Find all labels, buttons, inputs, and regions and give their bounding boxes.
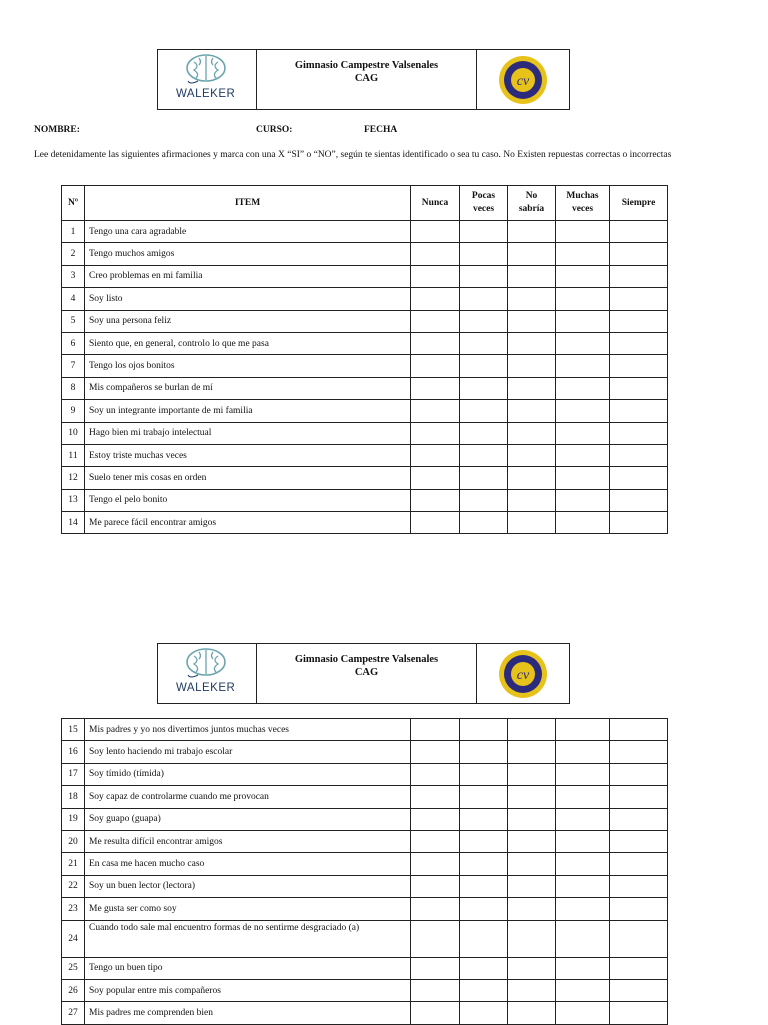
row-number: 9: [62, 400, 85, 422]
answer-cell-siempre[interactable]: [610, 920, 668, 957]
answer-cell-muchas-veces[interactable]: [556, 444, 610, 466]
col-no-sabria: No sabría: [508, 186, 556, 221]
school-abbr: CAG: [354, 667, 379, 678]
answer-cell-nunca[interactable]: [411, 221, 460, 243]
answer-cell-nunca[interactable]: [411, 444, 460, 466]
school-header: [157, 49, 570, 110]
answer-cell-nunca[interactable]: [411, 808, 460, 830]
answer-cell-siempre[interactable]: [610, 898, 668, 920]
answer-cell-no-sabria[interactable]: [508, 422, 556, 444]
answer-cell-pocas-veces[interactable]: [460, 377, 508, 399]
answer-cell-siempre[interactable]: [610, 830, 668, 852]
answer-cell-no-sabria[interactable]: [508, 489, 556, 511]
table-row: [62, 265, 668, 287]
answer-cell-no-sabria[interactable]: [508, 719, 556, 741]
row-item-text: Mis padres y yo nos divertimos juntos muchas veces: [85, 719, 411, 741]
school-abbr: CAG: [354, 73, 379, 84]
answer-cell-nunca[interactable]: [411, 400, 460, 422]
row-number: 7: [62, 355, 85, 377]
answer-cell-muchas-veces[interactable]: [556, 898, 610, 920]
answer-cell-pocas-veces[interactable]: [460, 808, 508, 830]
answer-cell-pocas-veces[interactable]: [460, 243, 508, 265]
answer-cell-nunca[interactable]: [411, 332, 460, 354]
answer-cell-pocas-veces[interactable]: [460, 853, 508, 875]
row-number: 1: [62, 221, 85, 243]
answer-cell-no-sabria[interactable]: [508, 400, 556, 422]
table-row: [62, 786, 668, 808]
row-item-text: Tengo el pelo bonito: [85, 489, 411, 511]
row-item-text: Mis compañeros se burlan de mí: [85, 377, 411, 399]
row-number: 19: [62, 808, 85, 830]
answer-cell-nunca[interactable]: [411, 467, 460, 489]
row-number: 18: [62, 786, 85, 808]
table-row: [62, 512, 668, 534]
row-number: 24: [62, 920, 85, 957]
table-row: [62, 875, 668, 897]
answer-cell-pocas-veces[interactable]: [460, 489, 508, 511]
answer-cell-pocas-veces[interactable]: [460, 288, 508, 310]
answer-cell-muchas-veces[interactable]: [556, 830, 610, 852]
brand-name: WALEKER: [176, 682, 236, 694]
row-item-text: Soy lento haciendo mi trabajo escolar: [85, 741, 411, 763]
answer-cell-pocas-veces[interactable]: [460, 979, 508, 1001]
answer-cell-pocas-veces[interactable]: [460, 898, 508, 920]
seal-letters: cv: [516, 73, 530, 89]
answer-cell-no-sabria[interactable]: [508, 786, 556, 808]
table-row: [62, 763, 668, 785]
row-item-text: Siento que, en general, controlo lo que me pasa: [85, 332, 411, 354]
answer-cell-pocas-veces[interactable]: [460, 741, 508, 763]
answer-cell-muchas-veces[interactable]: [556, 1002, 610, 1024]
answer-cell-muchas-veces[interactable]: [556, 920, 610, 957]
row-number: 16: [62, 741, 85, 763]
answer-cell-muchas-veces[interactable]: [556, 719, 610, 741]
row-item-text: Suelo tener mis cosas en orden: [85, 467, 411, 489]
row-item-text: Me gusta ser como soy: [85, 898, 411, 920]
row-item-text: Tengo una cara agradable: [85, 221, 411, 243]
answer-cell-siempre[interactable]: [610, 288, 668, 310]
answer-cell-nunca[interactable]: [411, 512, 460, 534]
col-item: ITEM: [85, 186, 411, 221]
answer-cell-siempre[interactable]: [610, 467, 668, 489]
answer-cell-siempre[interactable]: [610, 400, 668, 422]
answer-cell-pocas-veces[interactable]: [460, 400, 508, 422]
row-number: 5: [62, 310, 85, 332]
answer-cell-nunca[interactable]: [411, 786, 460, 808]
answer-cell-no-sabria[interactable]: [508, 830, 556, 852]
waleker-logo: [158, 644, 257, 703]
answer-cell-muchas-veces[interactable]: [556, 808, 610, 830]
row-item-text: Tengo un buen tipo: [85, 957, 411, 979]
row-item-text: Soy un buen lector (lectora): [85, 875, 411, 897]
table-row: [62, 719, 668, 741]
answer-cell-siempre[interactable]: [610, 355, 668, 377]
answer-cell-siempre[interactable]: [610, 719, 668, 741]
answer-cell-pocas-veces[interactable]: [460, 763, 508, 785]
answer-cell-siempre[interactable]: [610, 377, 668, 399]
school-header-2: [157, 643, 570, 704]
brain-icon: [184, 53, 228, 87]
seal-icon: [498, 649, 548, 699]
col-pocas-veces: Pocas veces: [460, 186, 508, 221]
answer-cell-nunca[interactable]: [411, 898, 460, 920]
row-number: 2: [62, 243, 85, 265]
table-row: [62, 979, 668, 1001]
answer-cell-nunca[interactable]: [411, 288, 460, 310]
seal-letters: cv: [516, 667, 530, 683]
row-number: 13: [62, 489, 85, 511]
answer-cell-no-sabria[interactable]: [508, 853, 556, 875]
table-row: [62, 310, 668, 332]
answer-cell-siempre[interactable]: [610, 853, 668, 875]
answer-cell-siempre[interactable]: [610, 243, 668, 265]
answer-cell-no-sabria[interactable]: [508, 355, 556, 377]
answer-cell-no-sabria[interactable]: [508, 221, 556, 243]
row-number: 20: [62, 830, 85, 852]
survey-table-2: [61, 718, 668, 1025]
answer-cell-nunca[interactable]: [411, 875, 460, 897]
row-item-text: En casa me hacen mucho caso: [85, 853, 411, 875]
row-number: 22: [62, 875, 85, 897]
col-nunca: Nunca: [411, 186, 460, 221]
answer-cell-muchas-veces[interactable]: [556, 957, 610, 979]
answer-cell-muchas-veces[interactable]: [556, 422, 610, 444]
instructions: Lee detenidamente las siguientes afirmaciones y marca con una X “SI” o “NO”, según te sientas identificado o sea tu caso. No Existen repuestas correctas o incorrectas: [34, 150, 672, 160]
table-row: [62, 422, 668, 444]
answer-cell-muchas-veces[interactable]: [556, 979, 610, 1001]
row-number: 8: [62, 377, 85, 399]
answer-cell-nunca[interactable]: [411, 763, 460, 785]
school-name: Gimnasio Campestre Valsenales: [294, 654, 439, 665]
answer-cell-siempre[interactable]: [610, 875, 668, 897]
answer-cell-siempre[interactable]: [610, 808, 668, 830]
row-number: 6: [62, 332, 85, 354]
answer-cell-muchas-veces[interactable]: [556, 221, 610, 243]
fecha-label: FECHA: [364, 125, 398, 135]
table-header-row: [62, 186, 668, 221]
table-row: [62, 741, 668, 763]
table-row: [62, 221, 668, 243]
answer-cell-siempre[interactable]: [610, 979, 668, 1001]
table-row: [62, 830, 668, 852]
answer-cell-pocas-veces[interactable]: [460, 719, 508, 741]
answer-cell-pocas-veces[interactable]: [460, 1002, 508, 1024]
answer-cell-nunca[interactable]: [411, 719, 460, 741]
answer-cell-pocas-veces[interactable]: [460, 310, 508, 332]
table-row: [62, 898, 668, 920]
answer-cell-no-sabria[interactable]: [508, 512, 556, 534]
answer-cell-muchas-veces[interactable]: [556, 853, 610, 875]
row-number: 26: [62, 979, 85, 1001]
answer-cell-muchas-veces[interactable]: [556, 741, 610, 763]
answer-cell-muchas-veces[interactable]: [556, 288, 610, 310]
answer-cell-nunca[interactable]: [411, 489, 460, 511]
answer-cell-muchas-veces[interactable]: [556, 400, 610, 422]
table-row: [62, 355, 668, 377]
table-row: [62, 332, 668, 354]
answer-cell-siempre[interactable]: [610, 422, 668, 444]
answer-cell-nunca[interactable]: [411, 1002, 460, 1024]
school-title: [257, 644, 477, 703]
answer-cell-muchas-veces[interactable]: [556, 265, 610, 287]
answer-cell-siempre[interactable]: [610, 310, 668, 332]
row-item-text: Soy guapo (guapa): [85, 808, 411, 830]
row-number: 4: [62, 288, 85, 310]
answer-cell-muchas-veces[interactable]: [556, 377, 610, 399]
row-item-text: Me parece fácil encontrar amigos: [85, 512, 411, 534]
answer-cell-pocas-veces[interactable]: [460, 444, 508, 466]
answer-cell-no-sabria[interactable]: [508, 243, 556, 265]
nombre-label: NOMBRE:: [34, 125, 80, 135]
answer-cell-no-sabria[interactable]: [508, 957, 556, 979]
answer-cell-nunca[interactable]: [411, 310, 460, 332]
answer-cell-nunca[interactable]: [411, 920, 460, 957]
answer-cell-nunca[interactable]: [411, 355, 460, 377]
table-row: [62, 288, 668, 310]
school-title: [257, 50, 477, 109]
col-num: Nº: [62, 186, 85, 221]
answer-cell-no-sabria[interactable]: [508, 1002, 556, 1024]
row-item-text: Soy una persona feliz: [85, 310, 411, 332]
curso-label: CURSO:: [256, 125, 293, 135]
row-item-text: Soy tímido (tímida): [85, 763, 411, 785]
answer-cell-no-sabria[interactable]: [508, 377, 556, 399]
answer-cell-no-sabria[interactable]: [508, 310, 556, 332]
answer-cell-siempre[interactable]: [610, 512, 668, 534]
answer-cell-pocas-veces[interactable]: [460, 355, 508, 377]
answer-cell-no-sabria[interactable]: [508, 467, 556, 489]
answer-cell-nunca[interactable]: [411, 979, 460, 1001]
answer-cell-no-sabria[interactable]: [508, 808, 556, 830]
table-row: [62, 377, 668, 399]
row-number: 27: [62, 1002, 85, 1024]
answer-cell-no-sabria[interactable]: [508, 920, 556, 957]
answer-cell-muchas-veces[interactable]: [556, 355, 610, 377]
table-row: [62, 920, 668, 957]
answer-cell-pocas-veces[interactable]: [460, 512, 508, 534]
answer-cell-no-sabria[interactable]: [508, 332, 556, 354]
answer-cell-siempre[interactable]: [610, 221, 668, 243]
answer-cell-no-sabria[interactable]: [508, 979, 556, 1001]
answer-cell-muchas-veces[interactable]: [556, 875, 610, 897]
answer-cell-pocas-veces[interactable]: [460, 265, 508, 287]
answer-cell-muchas-veces[interactable]: [556, 489, 610, 511]
table-row: [62, 444, 668, 466]
table-row: [62, 808, 668, 830]
row-item-text: Cuando todo sale mal encuentro formas de no sentirme desgraciado (a): [85, 920, 411, 957]
table-row: [62, 467, 668, 489]
row-number: 10: [62, 422, 85, 444]
table-row: [62, 489, 668, 511]
answer-cell-siempre[interactable]: [610, 332, 668, 354]
answer-cell-pocas-veces[interactable]: [460, 830, 508, 852]
school-name: Gimnasio Campestre Valsenales: [294, 60, 439, 71]
answer-cell-pocas-veces[interactable]: [460, 332, 508, 354]
row-number: 14: [62, 512, 85, 534]
row-number: 21: [62, 853, 85, 875]
answer-cell-nunca[interactable]: [411, 957, 460, 979]
row-item-text: Soy un integrante importante de mi familia: [85, 400, 411, 422]
answer-cell-no-sabria[interactable]: [508, 265, 556, 287]
school-seal: [477, 644, 569, 703]
answer-cell-muchas-veces[interactable]: [556, 310, 610, 332]
answer-cell-siempre[interactable]: [610, 265, 668, 287]
row-item-text: Tengo los ojos bonitos: [85, 355, 411, 377]
waleker-logo: [158, 50, 257, 109]
brain-icon: [184, 647, 228, 681]
answer-cell-pocas-veces[interactable]: [460, 920, 508, 957]
answer-cell-pocas-veces[interactable]: [460, 467, 508, 489]
table-row: [62, 957, 668, 979]
row-item-text: Tengo muchos amigos: [85, 243, 411, 265]
survey-table-1: [61, 185, 668, 534]
row-item-text: Me resulta difícil encontrar amigos: [85, 830, 411, 852]
answer-cell-muchas-veces[interactable]: [556, 512, 610, 534]
table-row: [62, 400, 668, 422]
row-number: 25: [62, 957, 85, 979]
row-item-text: Mis padres me comprenden bien: [85, 1002, 411, 1024]
row-number: 12: [62, 467, 85, 489]
answer-cell-nunca[interactable]: [411, 741, 460, 763]
table-row: [62, 853, 668, 875]
row-item-text: Soy listo: [85, 288, 411, 310]
answer-cell-siempre[interactable]: [610, 763, 668, 785]
col-muchas-veces: Muchas veces: [556, 186, 610, 221]
answer-cell-muchas-veces[interactable]: [556, 467, 610, 489]
answer-cell-pocas-veces[interactable]: [460, 786, 508, 808]
answer-cell-siempre[interactable]: [610, 957, 668, 979]
row-number: 11: [62, 444, 85, 466]
answer-cell-siempre[interactable]: [610, 489, 668, 511]
answer-cell-pocas-veces[interactable]: [460, 422, 508, 444]
row-item-text: Soy capaz de controlarme cuando me provocan: [85, 786, 411, 808]
answer-cell-nunca[interactable]: [411, 853, 460, 875]
answer-cell-pocas-veces[interactable]: [460, 221, 508, 243]
answer-cell-muchas-veces[interactable]: [556, 763, 610, 785]
table-row: [62, 1002, 668, 1024]
school-seal: [477, 50, 569, 109]
answer-cell-muchas-veces[interactable]: [556, 786, 610, 808]
answer-cell-no-sabria[interactable]: [508, 898, 556, 920]
answer-cell-siempre[interactable]: [610, 741, 668, 763]
answer-cell-nunca[interactable]: [411, 243, 460, 265]
answer-cell-muchas-veces[interactable]: [556, 243, 610, 265]
row-item-text: Creo problemas en mi familia: [85, 265, 411, 287]
answer-cell-siempre[interactable]: [610, 786, 668, 808]
answer-cell-nunca[interactable]: [411, 830, 460, 852]
answer-cell-siempre[interactable]: [610, 1002, 668, 1024]
row-item-text: Estoy triste muchas veces: [85, 444, 411, 466]
row-number: 15: [62, 719, 85, 741]
row-number: 3: [62, 265, 85, 287]
answer-cell-pocas-veces[interactable]: [460, 957, 508, 979]
answer-cell-no-sabria[interactable]: [508, 741, 556, 763]
answer-cell-no-sabria[interactable]: [508, 444, 556, 466]
row-number: 17: [62, 763, 85, 785]
answer-cell-no-sabria[interactable]: [508, 875, 556, 897]
row-item-text: Hago bien mi trabajo intelectual: [85, 422, 411, 444]
brand-name: WALEKER: [176, 88, 236, 100]
table-row: [62, 243, 668, 265]
row-item-text: Soy popular entre mis compañeros: [85, 979, 411, 1001]
answer-cell-muchas-veces[interactable]: [556, 332, 610, 354]
answer-cell-pocas-veces[interactable]: [460, 875, 508, 897]
row-number: 23: [62, 898, 85, 920]
answer-cell-siempre[interactable]: [610, 444, 668, 466]
col-siempre: Siempre: [610, 186, 668, 221]
answer-cell-nunca[interactable]: [411, 265, 460, 287]
answer-cell-nunca[interactable]: [411, 377, 460, 399]
answer-cell-no-sabria[interactable]: [508, 763, 556, 785]
seal-icon: [498, 55, 548, 105]
answer-cell-no-sabria[interactable]: [508, 288, 556, 310]
answer-cell-nunca[interactable]: [411, 422, 460, 444]
